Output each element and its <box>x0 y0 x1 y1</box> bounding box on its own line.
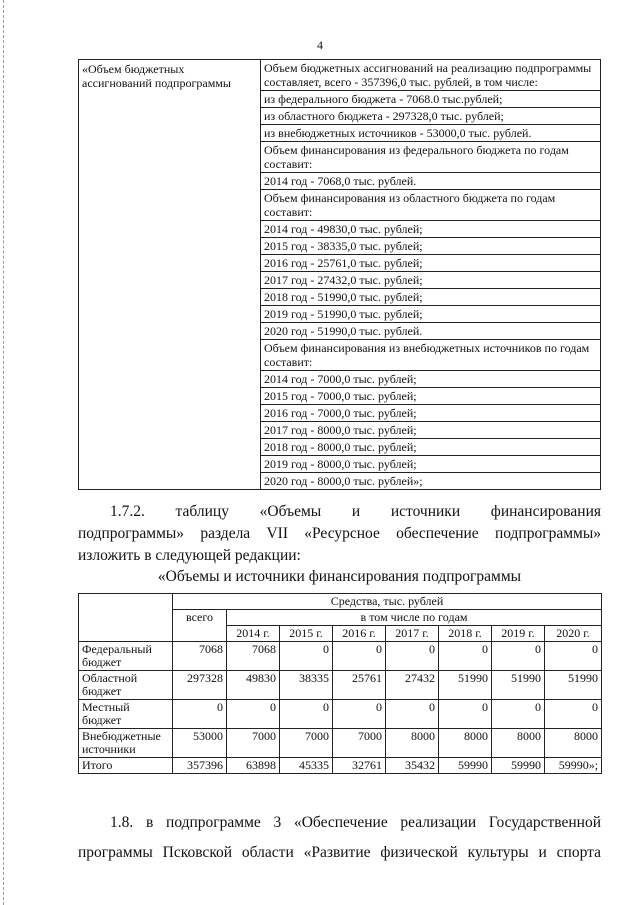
year-header: 2019 г. <box>492 626 545 642</box>
passport-line: Объем финансирования из федерального бюджета по годам составит: <box>261 142 600 173</box>
passport-line: 2016 год - 7000,0 тыс. рублей; <box>261 405 600 422</box>
row-total: 297328 <box>173 671 227 700</box>
year-header: 2018 г. <box>439 626 492 642</box>
row-value: 0 <box>280 642 333 671</box>
paragraph-2-line-2: программы Псковской области «Развитие физической культуры и спорта <box>78 844 601 861</box>
table-row <box>79 758 602 774</box>
row-value: 51990 <box>439 671 492 700</box>
row-value: 0 <box>439 642 492 671</box>
finance-table-corner <box>79 594 173 642</box>
row-value: 0 <box>545 642 602 671</box>
passport-line: 2014 год - 7000,0 тыс. рублей; <box>261 371 600 388</box>
row-label: Федеральный бюджет <box>79 642 173 671</box>
row-value: 7000 <box>333 729 386 758</box>
row-value: 49830 <box>227 671 280 700</box>
passport-table <box>78 59 601 490</box>
row-value: 59990 <box>439 758 492 774</box>
total-header: всего <box>173 610 227 642</box>
paragraph-1-line-2: подпрограммы» раздела VII «Ресурсное обеспечение подпрограммы» <box>78 525 601 542</box>
row-value: 63898 <box>227 758 280 774</box>
table-row <box>79 642 602 671</box>
year-header: 2017 г. <box>386 626 439 642</box>
passport-line: из внебюджетных источников - 53000,0 тыс. рублей. <box>261 125 600 142</box>
passport-line: 2015 год - 38335,0 тыс. рублей; <box>261 238 600 255</box>
paragraph-1-line-3: изложить в следующей редакции: <box>78 547 301 564</box>
passport-line: 2017 год - 27432,0 тыс. рублей; <box>261 272 600 289</box>
funds-header: Средства, тыс. рублей <box>173 594 602 610</box>
row-value: 7000 <box>280 729 333 758</box>
passport-line: 2015 год - 7000,0 тыс. рублей; <box>261 388 600 405</box>
table-row <box>79 700 602 729</box>
passport-line: 2020 год - 51990,0 тыс. рублей. <box>261 323 600 340</box>
row-total: 7068 <box>173 642 227 671</box>
row-value: 51990 <box>545 671 602 700</box>
row-value: 27432 <box>386 671 439 700</box>
row-label: Областной бюджет <box>79 671 173 700</box>
row-value: 0 <box>386 700 439 729</box>
row-value: 45335 <box>280 758 333 774</box>
page-margin-line <box>3 0 4 905</box>
passport-line: из областного бюджета - 297328,0 тыс. рублей; <box>261 108 600 125</box>
row-value: 25761 <box>333 671 386 700</box>
passport-content <box>261 60 601 490</box>
row-value: 8000 <box>492 729 545 758</box>
finance-table <box>78 593 602 774</box>
passport-line: из федерального бюджета - 7068.0 тыс.рублей; <box>261 91 600 108</box>
row-total: 53000 <box>173 729 227 758</box>
table-heading: «Объемы и источники финансирования подпрограммы <box>157 568 522 585</box>
passport-line: 2018 год - 8000,0 тыс. рублей; <box>261 439 600 456</box>
passport-line: 2016 год - 25761,0 тыс. рублей; <box>261 255 600 272</box>
passport-line: Объем финансирования из областного бюджета по годам составит: <box>261 190 600 221</box>
row-value: 0 <box>333 700 386 729</box>
row-value: 59990»; <box>545 758 602 774</box>
row-value: 32761 <box>333 758 386 774</box>
passport-line: Объем бюджетных ассигнований на реализацию подпрограммы составляет, всего - 357396,0 тыс. рублей, в том числе: <box>261 60 600 91</box>
row-value: 59990 <box>492 758 545 774</box>
passport-line: 2019 год - 51990,0 тыс. рублей; <box>261 306 600 323</box>
row-value: 0 <box>492 700 545 729</box>
row-total: 357396 <box>173 758 227 774</box>
page-number: 4 <box>317 38 323 52</box>
passport-line: 2020 год - 8000,0 тыс. рублей»; <box>264 474 423 488</box>
passport-line: 2014 год - 49830,0 тыс. рублей; <box>261 221 600 238</box>
row-value: 0 <box>280 700 333 729</box>
passport-line: 2017 год - 8000,0 тыс. рублей; <box>261 422 600 439</box>
row-label: Итого <box>79 758 173 774</box>
row-value: 8000 <box>545 729 602 758</box>
row-total: 0 <box>173 700 227 729</box>
row-value: 8000 <box>386 729 439 758</box>
row-value: 0 <box>333 642 386 671</box>
year-header: 2016 г. <box>333 626 386 642</box>
paragraph-2-line-1: 1.8. в подпрограмме 3 «Обеспечение реализации Государственной <box>110 814 601 831</box>
table-row <box>79 729 602 758</box>
passport-line: Объем финансирования из внебюджетных источников по годам составит: <box>261 340 600 371</box>
paragraph-1-line-1: 1.7.2. таблицу «Объемы и источники финансирования <box>110 503 601 520</box>
row-value: 0 <box>492 642 545 671</box>
years-group-header: в том числе по годам <box>227 610 602 626</box>
year-header: 2020 г. <box>545 626 602 642</box>
row-label: Внебюджетные источники <box>79 729 173 758</box>
row-value: 0 <box>439 700 492 729</box>
year-header: 2014 г. <box>227 626 280 642</box>
row-value: 0 <box>227 700 280 729</box>
row-value: 51990 <box>492 671 545 700</box>
year-header: 2015 г. <box>280 626 333 642</box>
row-value: 7000 <box>227 729 280 758</box>
row-value: 0 <box>545 700 602 729</box>
passport-line: 2018 год - 51990,0 тыс. рублей; <box>261 289 600 306</box>
row-value: 35432 <box>386 758 439 774</box>
row-value: 7068 <box>227 642 280 671</box>
passport-label: «Объем бюджетных ассигнований подпрограммы <box>79 60 261 490</box>
passport-line: 2014 год - 7068,0 тыс. рублей. <box>261 173 600 190</box>
row-value: 8000 <box>439 729 492 758</box>
row-value: 38335 <box>280 671 333 700</box>
passport-line: 2019 год - 8000,0 тыс. рублей; <box>261 456 600 473</box>
table-row <box>79 671 602 700</box>
row-value: 0 <box>386 642 439 671</box>
row-label: Местный бюджет <box>79 700 173 729</box>
